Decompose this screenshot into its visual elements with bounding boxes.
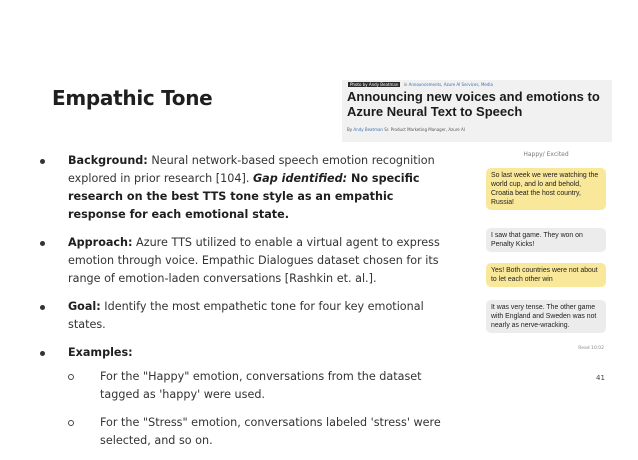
photo-credit-badge: Photo by Andy Beatman — [350, 82, 399, 87]
bullet-approach — [34, 234, 454, 288]
bullet-text: Identify the most empathetic tone for four key emotional states. — [68, 300, 424, 331]
blog-meta-text: in — [403, 82, 408, 87]
sub-bullet-ring-icon — [68, 420, 74, 426]
chat-example — [480, 148, 612, 358]
sub-bullet-ring-icon — [68, 374, 74, 380]
example-item-stress — [68, 414, 454, 450]
byline-prefix: By — [347, 127, 353, 132]
blog-screenshot — [342, 80, 612, 142]
slide-title: Empathic Tone — [52, 86, 213, 110]
examples-sub-list — [68, 368, 454, 450]
example-item-happy — [68, 368, 454, 404]
bullet-label: Goal: — [68, 300, 101, 313]
blog-category-links[interactable]: Announcements, Azure AI Services, Media — [408, 82, 493, 87]
bullet-text: Azure TTS utilized to enable a virtual agent to express emotion through voice. Empathic Dialogues dataset chosen for its range of emotion-laden conversations [Rashkin et. al.]. — [68, 236, 440, 285]
chat-message: Yes! Both countries were not about to let each other win — [486, 263, 606, 287]
chat-message: I saw that game. They won on Penalty Kicks! — [486, 228, 606, 252]
chat-message: So last week we were watching the world cup, and lo and behold, Croatia beat the host country, Russia! — [486, 168, 606, 210]
bullet-label: Examples: — [68, 346, 133, 359]
gap-identified-text: No specific research on the best TTS tone style as an empathic response for each emotional state. — [68, 172, 420, 221]
read-receipt: Read 10:02 — [578, 346, 604, 351]
chat-emotion-header: Happy/ Excited — [523, 151, 569, 158]
bullet-background — [34, 152, 454, 224]
blog-byline — [347, 127, 465, 132]
blog-meta — [348, 82, 493, 87]
bullet-goal — [34, 298, 454, 334]
byline-author-link[interactable]: Andy Beatman — [353, 127, 383, 132]
bullet-label: Background: — [68, 154, 148, 167]
bullet-examples — [34, 344, 454, 450]
byline-role: Sr. Product Marketing Manager, Azure AI — [384, 127, 465, 132]
chat-message: It was very tense. The other game with England and Sweden was not nearly as nerve-wracking. — [486, 300, 606, 333]
gap-identified-label: Gap identified: — [252, 172, 348, 185]
page-number: 41 — [596, 374, 605, 382]
bullet-dot-icon — [40, 241, 45, 246]
blog-headline: Announcing new voices and emotions to Azure Neural Text to Speech — [347, 89, 600, 119]
bullet-dot-icon — [40, 305, 45, 310]
bullet-dot-icon — [40, 159, 45, 164]
bullet-label: Approach: — [68, 236, 133, 249]
example-text: For the "Happy" emotion, conversations from the dataset tagged as 'happy' were used. — [100, 370, 422, 401]
bullet-dot-icon — [40, 351, 45, 356]
bullet-text: Neural network-based speech emotion recognition explored in prior research [104]. — [68, 154, 435, 185]
example-text: For the "Stress" emotion, conversations labeled 'stress' were selected, and so on. — [100, 416, 441, 447]
bullet-list — [34, 152, 454, 460]
